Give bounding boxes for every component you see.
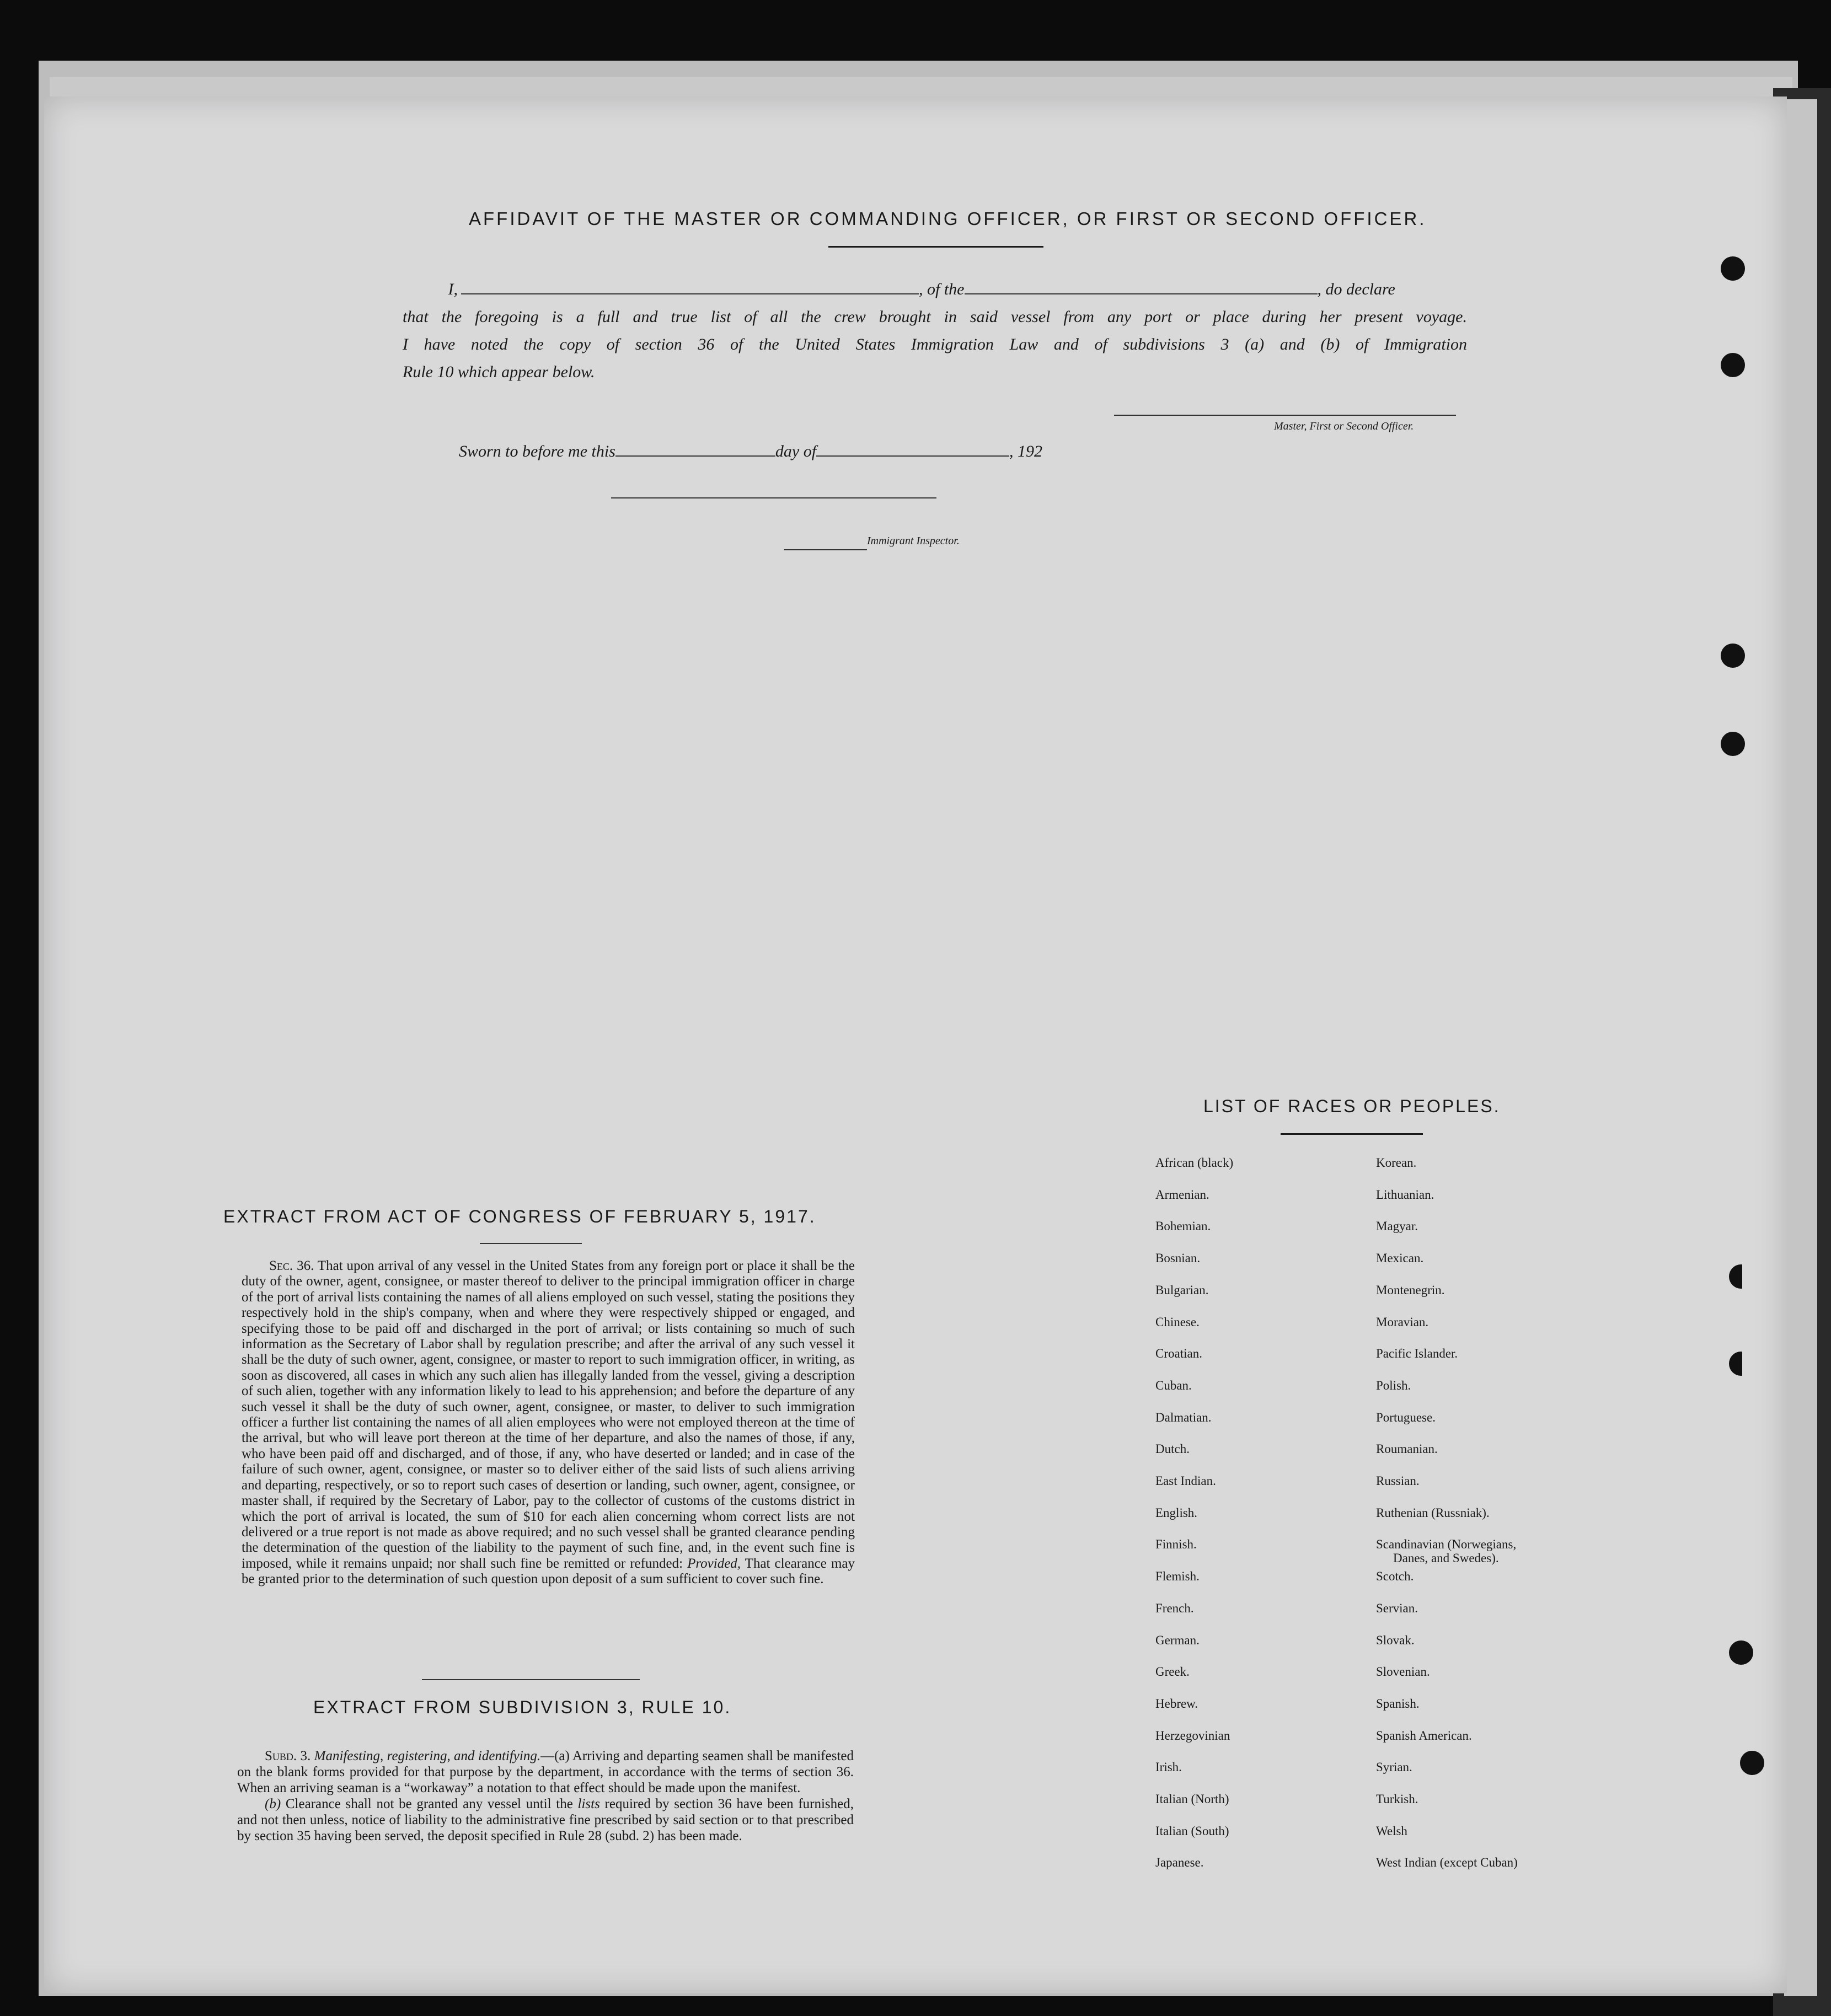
punch-hole — [1729, 1352, 1753, 1376]
punch-hole — [1721, 256, 1745, 281]
section-body-end: That clearance may be granted prior to the determination of such question upon deposit of a sum sufficient to cover such fine. — [242, 1556, 855, 1587]
sworn-month-field[interactable] — [816, 443, 1009, 457]
provided-word: Provided, — [687, 1556, 741, 1571]
inspector-caption: Immigrant Inspector. — [867, 535, 960, 547]
declaration-line — [403, 276, 1467, 303]
race-item: Finnish. — [1155, 1537, 1197, 1551]
inspector-signature-line[interactable] — [611, 497, 936, 498]
race-item: English. — [1155, 1506, 1198, 1520]
race-item: Turkish. — [1376, 1792, 1418, 1806]
paragraph-b-mark: (b) — [265, 1797, 281, 1811]
race-item: Servian. — [1376, 1601, 1418, 1615]
declarant-prefix: I, — [448, 280, 458, 298]
race-item: Mexican. — [1376, 1251, 1424, 1265]
affidavit-body — [403, 276, 1467, 386]
affidavit-title: AFFIDAVIT OF THE MASTER OR COMMANDING OFFICER, OR FIRST OR SECOND OFFICER. — [469, 208, 1427, 229]
lists-word: lists — [577, 1797, 600, 1811]
race-item: Irish. — [1155, 1760, 1182, 1774]
section-label: Sec. 36. — [269, 1258, 314, 1273]
subdivision-label: Subd. 3. — [265, 1749, 311, 1763]
subdivision-heading: Manifesting, registering, and identifying. — [314, 1749, 541, 1763]
race-item: Ruthenian (Russniak). — [1376, 1506, 1490, 1520]
declaration-text-line: that the foregoing is a full and true list of all the crew brought in said vessel from any port or place during her present voyage. — [403, 308, 1467, 326]
race-item: Bulgarian. — [1155, 1283, 1209, 1297]
section-divider — [422, 1679, 640, 1680]
race-item: Chinese. — [1155, 1315, 1200, 1329]
of-the-text: , of the — [919, 280, 965, 298]
title-underline — [480, 1243, 582, 1244]
race-item: Scandinavian (Norwegians, — [1376, 1537, 1517, 1551]
race-item: Cuban. — [1155, 1379, 1192, 1392]
punch-hole — [1721, 644, 1745, 668]
race-item: French. — [1155, 1601, 1194, 1615]
paragraph-a-text: Arriving and departing seamen shall be manifested on the blank forms provided for that purpose by the department, in accordance with the terms of section 36. When an arriving seaman is a “workaway” a notation to that effect should be made upon the manifest. — [237, 1749, 854, 1795]
races-list-title: LIST OF RACES OR PEOPLES. — [1203, 1096, 1501, 1116]
race-item: Portuguese. — [1376, 1411, 1436, 1424]
rule-extract-title: EXTRACT FROM SUBDIVISION 3, RULE 10. — [313, 1697, 732, 1717]
race-item: Spanish. — [1376, 1697, 1420, 1711]
race-item: Slovenian. — [1376, 1665, 1430, 1679]
sworn-day-field[interactable] — [615, 443, 775, 457]
act-extract-title: EXTRACT FROM ACT OF CONGRESS OF FEBRUARY 5, 1917. — [223, 1207, 816, 1226]
race-item: Dalmatian. — [1155, 1411, 1212, 1424]
master-signature-caption: Master, First or Second Officer. — [1274, 420, 1414, 432]
race-item: Korean. — [1376, 1156, 1417, 1170]
sworn-prefix: Sworn to before me this — [459, 442, 615, 460]
race-item: Japanese. — [1155, 1856, 1204, 1869]
title-underline — [828, 246, 1043, 248]
section-36-text — [242, 1258, 855, 1588]
sworn-year: , 192 — [1009, 442, 1043, 460]
paragraph-b-text-end: required by section 36 have been furnished, and not then unless, notice of liability to the administrative fine prescribed by said section or to that prescribed by section 35 having been served, the deposit specified in Rule 28 (subd. 2) has been made. — [237, 1797, 854, 1843]
title-underline — [1281, 1133, 1423, 1135]
declaration-text-line: Rule 10 which appear below. — [403, 363, 595, 381]
race-item: Flemish. — [1155, 1569, 1200, 1583]
race-item: African (black) — [1155, 1156, 1234, 1170]
punch-hole — [1729, 1264, 1753, 1289]
race-item: Moravian. — [1376, 1315, 1429, 1329]
race-item: West Indian (except Cuban) — [1376, 1856, 1518, 1869]
race-item: Montenegrin. — [1376, 1283, 1445, 1297]
race-item: Dutch. — [1155, 1442, 1190, 1456]
declare-text: , do declare — [1317, 280, 1395, 298]
race-item: Pacific Islander. — [1376, 1347, 1458, 1360]
race-item: Magyar. — [1376, 1219, 1418, 1233]
race-item-continuation: Danes, and Swedes). — [1393, 1551, 1499, 1565]
race-item: Roumanian. — [1376, 1442, 1438, 1456]
race-item: Russian. — [1376, 1474, 1420, 1488]
sworn-line — [459, 442, 1042, 461]
race-item: Bosnian. — [1155, 1251, 1201, 1265]
subdivision-3-text — [237, 1748, 854, 1844]
section-body: That upon arrival of any vessel in the United States from any foreign port or place it shall be the duty of the owner, agent, consignee, or master thereof to deliver to the principal immigration officer in charge of the port of arrival lists containing the names of all aliens employed on such vessel, stating the positions they respectively hold in the ship's company, when and where they were respectively shipped or engaged, and specifying those to be paid off and discharged in the port of arrival; or lists containing so much of such information as the Secretary of Labor shall by regulation prescribe; and after the arrival of any such vessel it shall be the duty of such owner, agent, consignee, or master to report to such immigration officer, in writing, as soon as discovered, all cases in which any such alien has illegally landed from the vessel, giving a description of such alien, together with any information likely to lead to his apprehension; and before the departure of any such vessel it shall be the duty of such owner, agent, consignee, or master, to deliver to such immigration officer a further list containing the names of all alien employees who were not employed thereon at the time of the arrival, but who will leave port thereon at the time of her departure, and also the names of those, if any, who have been paid off and discharged, and of those, if any, who have deserted or landed; and in case of the failure of such owner, agent, consignee, or master so to deliver either of the said lists of such aliens arriving and departing, respectively, or so to report such cases of desertion or landing, such owner, agent, consignee, or master shall, if required by the Secretary of Labor, pay to the collector of customs of the customs district in which the port of arrival is located, the sum of $10 for each alien concerning whom correct lists are not delivered or a true report is not made as above required; and no such vessel shall be granted clearance pending the determination of the question of the liability to the payment of such fine, and, in the event such fine is imposed, while it remains unpaid; nor shall such fine be remitted or refunded: — [242, 1258, 855, 1571]
vessel-name-field[interactable] — [965, 281, 1318, 294]
race-item: Italian (South) — [1155, 1824, 1229, 1838]
declaration-text-line: I have noted the copy of section 36 of the United States Immigration Law and of subdivisions 3 (a) and (b) of Immigration — [403, 335, 1467, 353]
race-item: East Indian. — [1155, 1474, 1216, 1488]
paragraph-b-text: Clearance shall not be granted any vessel until the — [285, 1797, 573, 1811]
race-item: Hebrew. — [1155, 1697, 1198, 1711]
punch-hole — [1721, 732, 1745, 756]
race-item: Scotch. — [1376, 1569, 1414, 1583]
punch-hole — [1721, 353, 1745, 377]
race-item: Armenian. — [1155, 1188, 1209, 1202]
race-item: Slovak. — [1376, 1633, 1415, 1647]
race-item: Herzegovinian — [1155, 1729, 1230, 1742]
race-item: Lithuanian. — [1376, 1188, 1434, 1202]
race-item: Croatian. — [1155, 1347, 1202, 1360]
race-item: Welsh — [1376, 1824, 1407, 1838]
race-item: Polish. — [1376, 1379, 1411, 1392]
race-item: Greek. — [1155, 1665, 1190, 1679]
punch-hole — [1740, 1751, 1764, 1775]
master-signature-field[interactable] — [1114, 415, 1456, 416]
declarant-name-field[interactable] — [461, 281, 919, 294]
punch-hole — [1729, 1640, 1753, 1665]
race-item: Spanish American. — [1376, 1729, 1472, 1742]
sworn-day-of: day of — [775, 442, 817, 460]
race-item: Italian (North) — [1155, 1792, 1229, 1806]
race-item: Syrian. — [1376, 1760, 1412, 1774]
paragraph-a-mark: —(a) — [540, 1749, 570, 1763]
inspector-name-field[interactable] — [784, 549, 867, 550]
next-page-edge — [1784, 99, 1817, 1996]
race-item: Bohemian. — [1155, 1219, 1211, 1233]
race-item: German. — [1155, 1633, 1200, 1647]
